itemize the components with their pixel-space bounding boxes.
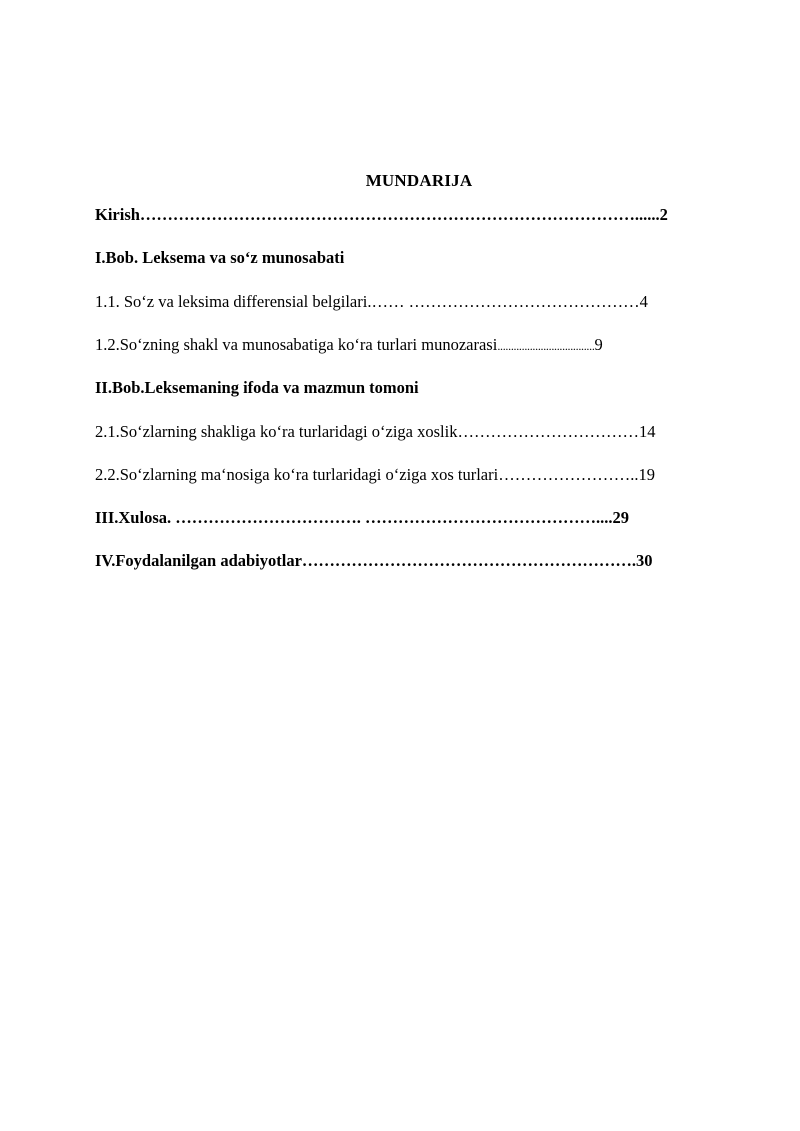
toc-entry-adabiyotlar: IV.Foydalanilgan adabiyotlar…………………………………………………….30 [95,551,653,570]
toc-chapter-1-heading: I.Bob. Leksema va so‘z munosabati [95,248,345,267]
toc-entry-2-1: 2.1.So‘zlarning shakliga ko‘ra turlaridagi o‘ziga xoslik……………………………14 [95,422,656,441]
toc-entry-1-2 [95,337,603,354]
toc-entry-2-2: 2.2.So‘zlarning ma‘nosiga ko‘ra turlaridagi o‘ziga xos turlari……………………..19 [95,465,655,484]
toc-entry-1-1: 1.1. So‘z va leksima differensial belgilari.…… ……………………………………4 [95,292,648,311]
toc-entry-1-2-dots: .................................... [497,339,595,353]
toc-chapter-2-heading: II.Bob.Leksemaning ifoda va mazmun tomoni [95,378,419,397]
toc-title: MUNDARIJA [365,171,473,190]
toc-entry-kirish: Kirish………………………………………………………………………………......2 [95,205,668,224]
toc-entry-xulosa: III.Xulosa. ……………………………. ……………………………………....29 [95,508,629,527]
toc-entry-1-2-page: 9 [594,335,603,354]
toc-entry-1-2-text: 1.2.So‘zning shakl va munosabatiga ko‘ra turlari munozarasi [95,335,498,354]
